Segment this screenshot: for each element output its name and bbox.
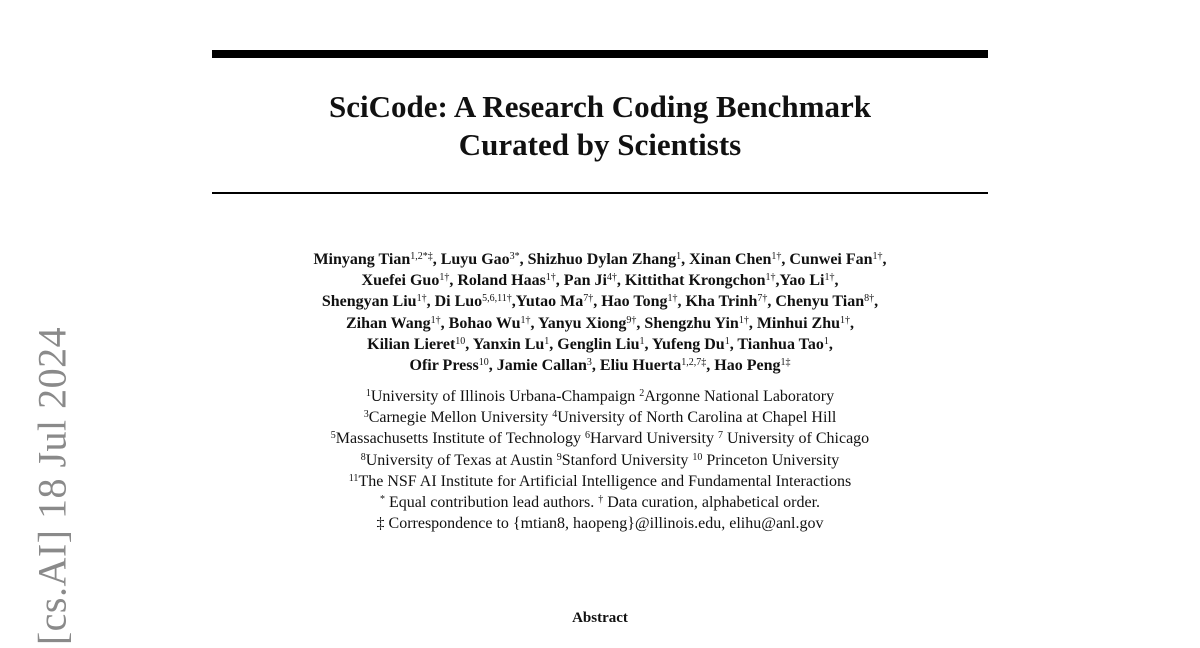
superscript-marker: 1† xyxy=(667,293,678,305)
superscript-marker: 3 xyxy=(363,409,369,421)
text-segment: , xyxy=(644,335,652,353)
superscript-marker: 1 xyxy=(724,335,730,347)
superscript-marker: 2 xyxy=(639,388,645,399)
text-segment: , xyxy=(465,335,473,353)
superscript-marker: † xyxy=(598,494,604,506)
superscript-marker: 7† xyxy=(757,293,768,305)
text-segment: , xyxy=(432,251,441,268)
author-name: Cunwei Fan xyxy=(789,251,873,268)
superscript-marker: 1† xyxy=(872,251,883,262)
affiliation-line xyxy=(212,386,988,407)
author-name: Xinan Chen xyxy=(689,251,772,268)
text-segment: , xyxy=(828,335,833,353)
author-name: Chenyu Tian xyxy=(775,293,865,311)
text-segment: , xyxy=(636,314,645,332)
text-segment: , xyxy=(488,357,497,375)
author-line xyxy=(212,249,988,270)
text-segment: , xyxy=(440,314,449,332)
author-name: Yufeng Du xyxy=(651,335,725,353)
author-name: Shengyan Liu xyxy=(321,293,417,311)
author-line xyxy=(212,270,988,291)
superscript-marker: 1† xyxy=(520,314,531,326)
title-bottom-rule xyxy=(212,192,988,194)
text-segment: Carnegie Mellon University xyxy=(368,409,553,427)
text-segment: Princeton University xyxy=(702,451,840,469)
superscript-marker: 11 xyxy=(348,472,359,484)
author-name: Yao Li xyxy=(779,272,825,290)
author-name: Minyang Tian xyxy=(313,251,411,268)
text-segment: University of Chicago xyxy=(722,430,870,448)
text-segment: , xyxy=(781,251,790,268)
text-segment: University of Texas at Austin xyxy=(365,451,557,469)
text-segment: , xyxy=(748,314,757,332)
superscript-marker: 1,2,7‡ xyxy=(681,357,707,369)
superscript-marker: 10 xyxy=(478,357,489,369)
author-name: Kilian Lieret xyxy=(367,335,456,353)
superscript-marker: 1 xyxy=(365,388,371,399)
author-name: Shizhuo Dylan Zhang xyxy=(527,251,677,268)
text-segment: Equal contribution lead authors. xyxy=(384,494,599,512)
superscript-marker: 1† xyxy=(824,272,835,284)
affiliation-line xyxy=(212,471,988,492)
author-line xyxy=(212,355,988,376)
text-segment: , xyxy=(591,357,600,375)
text-segment: , xyxy=(593,293,602,311)
superscript-marker: 6 xyxy=(585,430,591,442)
author-name: Pan Ji xyxy=(563,272,607,290)
text-segment: The NSF AI Institute for Artificial Intelligence and Fundamental Interactions xyxy=(358,472,852,490)
text-segment: Massachusetts Institute of Technology xyxy=(335,430,586,448)
superscript-marker: 1† xyxy=(439,272,450,284)
text-segment: ‡ Correspondence to {mtian8, haopeng}@illinois.edu, elihu@anl.gov xyxy=(376,515,824,533)
author-name: Luyu Gao xyxy=(440,251,510,268)
superscript-marker: * xyxy=(379,494,385,506)
author-name: Jamie Callan xyxy=(496,357,587,375)
author-name: Hao Tong xyxy=(601,293,668,311)
superscript-marker: 1† xyxy=(545,272,556,284)
author-name: Tianhua Tao xyxy=(737,335,824,353)
superscript-marker: 1,2*‡ xyxy=(410,251,433,262)
title-line: Curated by Scientists xyxy=(458,127,742,162)
author-name: Di Luo xyxy=(434,293,483,311)
text-segment: , xyxy=(849,314,854,332)
text-segment: , xyxy=(449,272,458,290)
affiliation-line xyxy=(212,513,988,534)
text-segment: , xyxy=(834,272,839,290)
author-name: Yanxin Lu xyxy=(472,335,545,353)
text-segment: , xyxy=(874,293,879,311)
text-segment: Argonne National Laboratory xyxy=(644,388,835,405)
author-name: Xuefei Guo xyxy=(361,272,440,290)
author-name: Bohao Wu xyxy=(448,314,521,332)
text-segment: , xyxy=(681,251,690,268)
text-segment: , xyxy=(775,272,780,290)
text-segment: , xyxy=(677,293,686,311)
superscript-marker: 1 xyxy=(823,335,829,347)
author-line xyxy=(212,313,988,334)
author-list xyxy=(212,249,988,376)
author-name: Yanyu Xiong xyxy=(537,314,627,332)
author-line xyxy=(212,334,988,355)
author-name: Shengzhu Yin xyxy=(644,314,739,332)
text-segment: University of North Carolina at Chapel Hill xyxy=(557,409,837,427)
superscript-marker: 1† xyxy=(430,314,441,326)
abstract-heading: Abstract xyxy=(572,610,628,626)
superscript-marker: 1† xyxy=(738,314,749,326)
superscript-marker: 10 xyxy=(692,451,703,463)
text-segment: , xyxy=(530,314,538,332)
affiliation-line xyxy=(212,492,988,513)
superscript-marker: 7 xyxy=(717,430,723,442)
affiliation-line xyxy=(212,450,988,471)
text-segment: , xyxy=(706,357,715,375)
text-segment: Data curation, alphabetical order. xyxy=(603,494,821,512)
superscript-marker: 7† xyxy=(583,293,594,305)
text-segment: , xyxy=(616,272,625,290)
superscript-marker: 1 xyxy=(676,251,682,262)
superscript-marker: 9 xyxy=(556,451,562,463)
author-name: Eliu Huerta xyxy=(599,357,682,375)
author-name: Genglin Liu xyxy=(557,335,640,353)
author-name: Yutao Ma xyxy=(515,293,584,311)
superscript-marker: 1† xyxy=(765,272,776,284)
superscript-marker: 1‡ xyxy=(780,357,791,369)
author-name: Roland Haas xyxy=(457,272,546,290)
affiliation-line xyxy=(212,428,988,449)
text-segment: Harvard University xyxy=(590,430,718,448)
text-segment: Stanford University xyxy=(561,451,693,469)
title-line: SciCode: A Research Coding Benchmark xyxy=(329,89,871,124)
superscript-marker: 1† xyxy=(416,293,427,305)
text-segment: , xyxy=(882,251,887,268)
text-segment: , xyxy=(426,293,435,311)
superscript-marker: 1† xyxy=(839,314,850,326)
title-top-rule xyxy=(212,50,988,58)
author-name: Zihan Wang xyxy=(346,314,431,332)
affiliation-line xyxy=(212,407,988,428)
superscript-marker: 8† xyxy=(864,293,875,305)
author-name: Kittithat Krongchon xyxy=(624,272,766,290)
author-name: Minhui Zhu xyxy=(756,314,840,332)
text-segment: , xyxy=(549,335,558,353)
superscript-marker: 5,6,11† xyxy=(482,293,512,305)
superscript-marker: 4† xyxy=(606,272,617,284)
superscript-marker: 3 xyxy=(586,357,592,369)
text-segment: , xyxy=(511,293,516,311)
text-segment: , xyxy=(555,272,564,290)
author-name: Kha Trinh xyxy=(685,293,758,311)
superscript-marker: 1† xyxy=(771,251,782,262)
author-name: Ofir Press xyxy=(409,357,479,375)
text-segment: , xyxy=(729,335,738,353)
author-line xyxy=(212,291,988,312)
superscript-marker: 4 xyxy=(552,409,558,421)
superscript-marker: 9† xyxy=(626,314,637,326)
arxiv-stamp: [cs.AI] 18 Jul 2024 xyxy=(29,326,75,646)
paper-title xyxy=(212,88,988,164)
superscript-marker: 1 xyxy=(639,335,645,347)
text-segment: , xyxy=(767,293,776,311)
author-name: Hao Peng xyxy=(714,357,781,375)
text-segment: , xyxy=(519,251,528,268)
superscript-marker: 8 xyxy=(360,451,366,463)
text-segment: University of Illinois Urbana-Champaign xyxy=(370,388,640,405)
superscript-marker: 1 xyxy=(544,335,550,347)
superscript-marker: 3* xyxy=(509,251,520,262)
superscript-marker: 10 xyxy=(455,335,466,347)
affiliation-list xyxy=(212,386,988,534)
superscript-marker: 5 xyxy=(330,430,336,442)
